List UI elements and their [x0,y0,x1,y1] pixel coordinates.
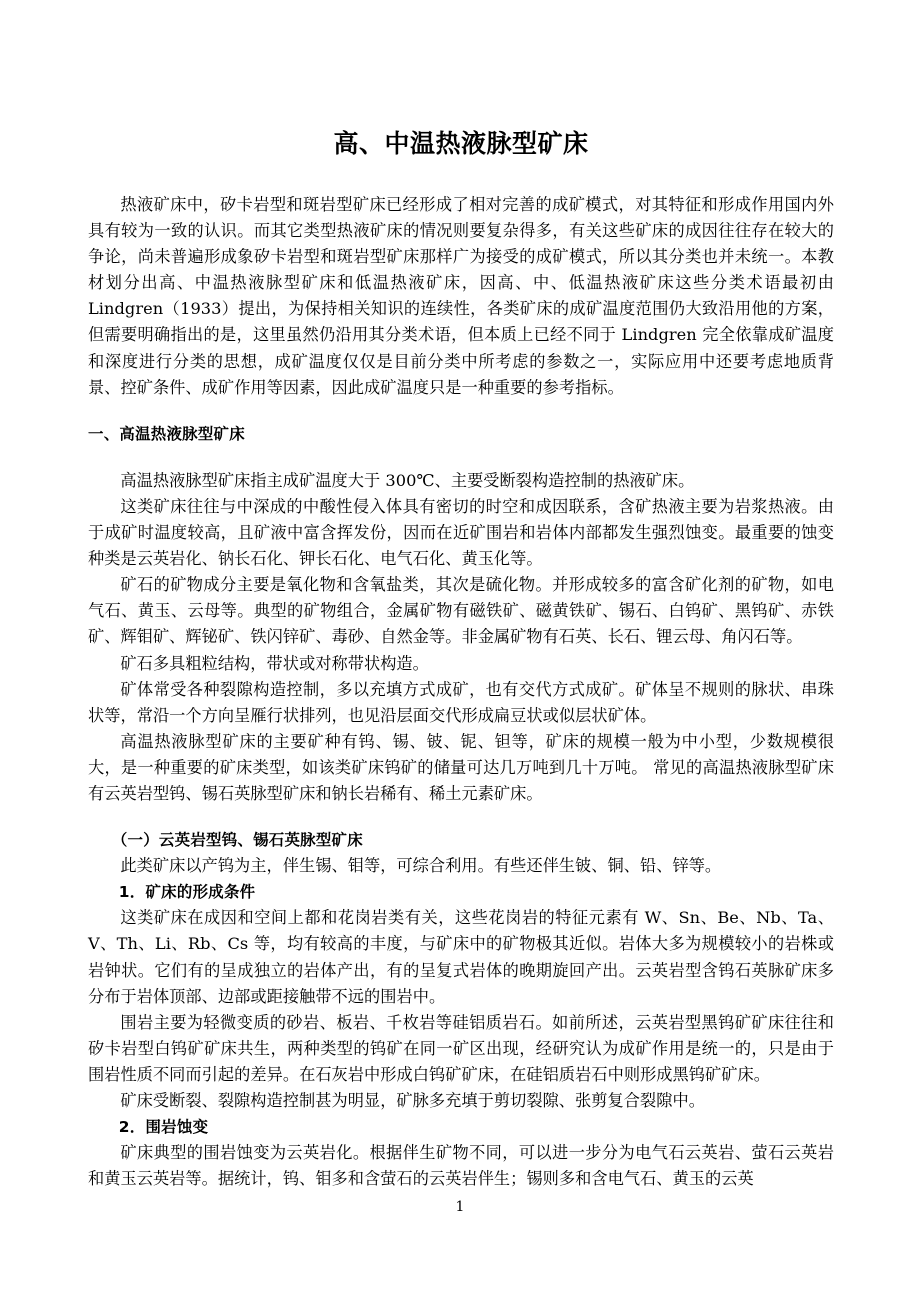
item-1-paragraph-2: 围岩主要为轻微变质的砂岩、板岩、千枚岩等硅铝质岩石。如前所述，云英岩型黑钨矿矿床往往和矽卡岩型白钨矿矿床共生，两种类型的钨矿在同一矿区出现，经研究认为成矿作用是统一的，只是由于围岩性质不同而引起的差异。在石灰岩中形成白钨矿矿床，在硅铝质岩石中则形成黑钨矿矿床。 [88,1012,834,1084]
page-title: 高、中温热液脉型矿床 [333,129,589,158]
section-heading-1: 一、高温热液脉型矿床 [88,424,245,443]
spacer-after-section-heading [88,447,834,468]
subsection-1-lead-paragraph: 此类矿床以产钨为主，伴生锡、钼等，可综合利用。有些还伴生铍、铜、铅、锌等。 [120,856,722,876]
page-number: 1 [455,1199,465,1215]
subsection-heading-1: （一）云英岩型钨、锡石英脉型矿床 [111,831,363,850]
item-1-paragraph-3: 矿床受断裂、裂隙构造控制甚为明显，矿脉多充填于剪切裂隙、张剪复合裂隙中。 [120,1091,705,1110]
spacer-before-subsection-heading [88,807,834,827]
intro-paragraph: 热液矿床中，矽卡岩型和斑岩型矿床已经形成了相对完善的成矿模式，对其特征和形成作用国内外具有较为一致的认识。而其它类型热液矿床的情况则要复杂得多，有关这些矿床的成因往往存在较大的争论，尚未普遍形成象矽卡岩型和斑岩型矿床那样广为接受的成矿模式，所以其分类也并未统一。本教材划分出高、中温热液脉型矿床和低温热液矿床，因高、中、低温热液矿床这些分类术语最初由 Lindgren（1933）提出，为保持相关知识的连续性，各类矿床的成矿温度范围仍大致沿用他的方案，但需要明确指出的是，这里虽然仍沿用其分类术语，但本质上已经不同于 Lindgren 完全依靠成矿温度和深度进行分类的思想，成矿温度仅仅是目前分类中所考虑的参数之一，实际应用中还要考虑地质背景、控矿条件、成矿作用等因素，因此成矿温度只是一种重要的参考指标。 [88,195,834,397]
section-1-paragraph-1: 高温热液脉型矿床指主成矿温度大于 300℃、主要受断裂构造控制的热液矿床。 [120,470,695,490]
section-1-paragraph-6: 高温热液脉型矿床的主要矿种有钨、锡、铍、铌、钽等，矿床的规模一般为中小型，少数规模很大，是一种重要的矿床类型，如该类矿床钨矿的储量可达几万吨到几十万吨。 常见的高温热液脉型矿床有云英岩型钨、锡石英脉型矿床和钠长岩稀有、稀土元素矿床。 [88,731,834,803]
section-1-paragraph-2: 这类矿床往往与中深成的中酸性侵入体具有密切的时空和成因联系，含矿热液主要为岩浆热液。由于成矿时温度较高，且矿液中富含挥发份，因而在近矿围岩和岩体内部都发生强烈蚀变。最重要的蚀变种类是云英岩化、钠长石化、钾长石化、电气石化、黄玉化等。 [88,496,834,569]
section-1-paragraph-4: 矿石多具粗粒结构，带状或对称带状构造。 [120,653,429,673]
page-content [88,0,834,1192]
section-1-paragraph-5: 矿体常受各种裂隙构造控制，多以充填方式成矿，也有交代方式成矿。矿体呈不规则的脉状、串珠状等，常沿一个方向呈雁行状排列，也见沿层面交代形成扁豆状或似层状矿体。 [88,679,834,725]
item-heading-2: 2．围岩蚀变 [118,1118,209,1137]
section-1-paragraph-3: 矿石的矿物成分主要是氧化物和含氧盐类，其次是硫化物。并形成较多的富含矿化剂的矿物，如电气石、黄玉、云母等。典型的矿物组合，金属矿物有磁铁矿、磁黄铁矿、锡石、白钨矿、黑钨矿、赤铁矿、辉钼矿、辉铋矿、铁闪锌矿、毒砂、自然金等。非金属矿物有石英、长石、锂云母、角闪石等。 [88,575,834,647]
spacer-before-section-heading [88,401,834,421]
item-2-paragraph-1: 矿床典型的围岩蚀变为云英岩化。根据伴生矿物不同，可以进一步分为电气石云英岩、萤石云英岩和黄玉云英岩等。据统计，钨、钼多和含萤石的云英岩伴生；锡则多和含电气石、黄玉的云英 [88,1143,834,1189]
item-heading-1: 1．矿床的形成条件 [118,883,256,902]
item-1-paragraph-1: 这类矿床在成因和空间上都和花岗岩类有关，这些花岗岩的特征元素有 W、Sn、Be、Nb、Ta、V、Th、Li、Rb、Cs 等，均有较高的丰度，与矿床中的矿物极其近似。岩体大多为规模较小的岩株或岩钟状。它们有的呈成独立的岩体产出，有的呈复式岩体的晚期旋回产出。云英岩型含钨石英脉矿床多分布于岩体顶部、边部或距接触带不远的围岩中。 [88,908,834,1006]
